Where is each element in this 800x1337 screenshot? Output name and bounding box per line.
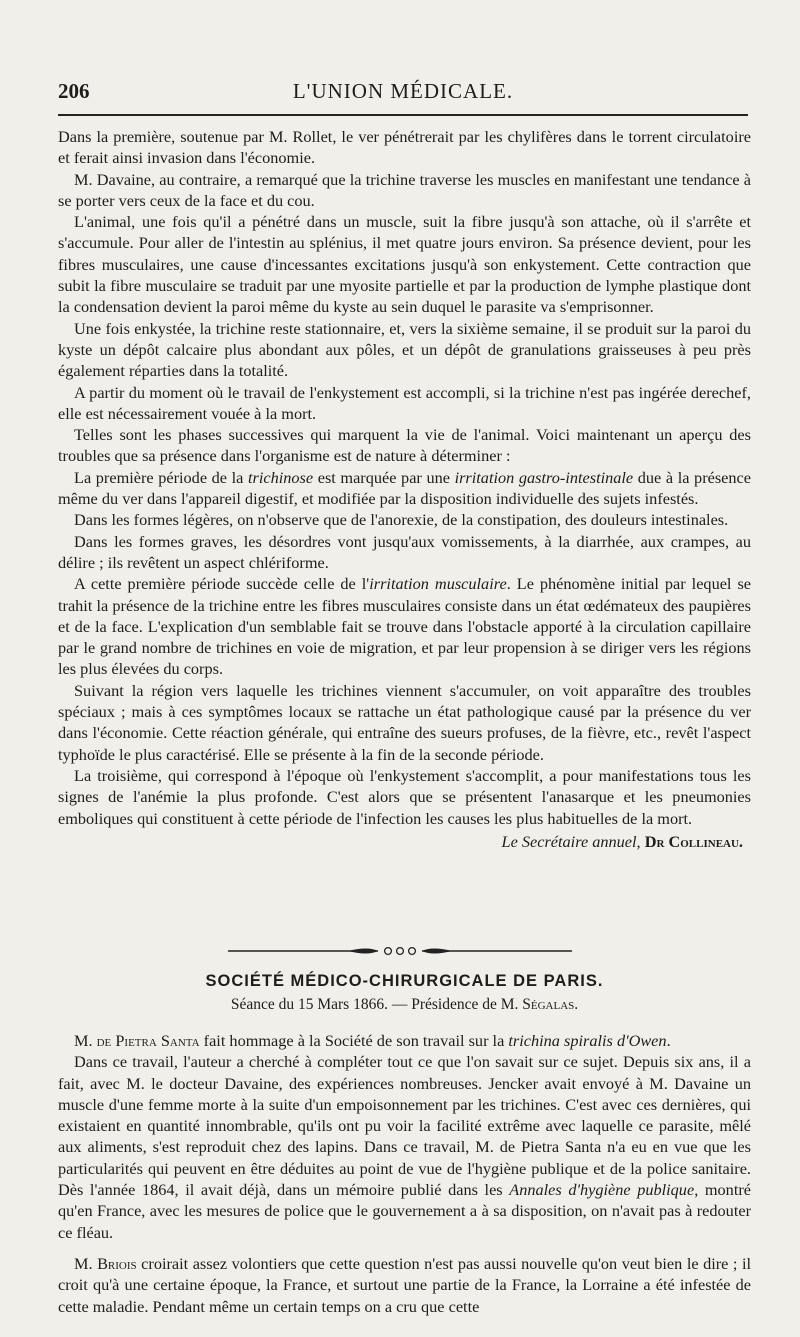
paragraph [58, 573, 751, 679]
paragraph: A partir du moment où le travail de l'enkystement est accompli, si la trichine n'est pas ingérée derechef, elle est nécessairement vouée à la mort. [58, 382, 751, 423]
text: fait hommage à la Société de son travail sur la [199, 1031, 509, 1050]
paragraph [58, 1253, 751, 1317]
paragraph: Dans la première, soutenue par M. Rollet, le ver pénétrerait par les chylifères dans le torrent circulatoire et ferait ainsi invasion dans l'économie. [58, 127, 751, 168]
paragraph: La troisième, qui correspond à l'époque où l'enkystement s'accomplit, a pour manifestations tous les signes de l'anémie la plus profonde. C'est alors que se présentent l'anasarque et les pneumonies emboliques qui constituent à cette période de l'infection les causes les plus habituelles de la mort. [58, 765, 751, 828]
text: La première période de la [74, 467, 248, 487]
session-line [58, 996, 751, 1014]
president-name: Ségalas. [522, 996, 579, 1013]
paragraph: Dans les formes graves, les désordres vont jusqu'aux vomissements, à la diarrhée, aux crampes, au délire ; ils revêtent un aspect chlériforme. [58, 531, 751, 572]
page-header [58, 79, 748, 107]
paragraph: Suivant la région vers laquelle les trichines viennent s'accumuler, on voit apparaître des troubles spéciaux ; mais à ces symptômes locaux se rattache un état pathologique causé par la présence du ver dans l'économie. Cette réaction générale, qui entraîne des sueurs profuses, de la fièvre, etc., revêt l'aspect typhoïde le plus caractérisé. Elle se présente à la fin de la seconde période. [58, 680, 751, 764]
paragraph [58, 1030, 751, 1051]
text: due à la présence même du ver dans l'appareil digestif, et modifiée par la disposition individuelle des sujets infestés. [58, 467, 752, 509]
header-rule [58, 114, 748, 116]
signature-role: Le Secrétaire annuel, [501, 831, 641, 851]
section-title: SOCIÉTÉ MÉDICO-CHIRURGICALE DE PARIS. [205, 972, 604, 990]
text: Dans ce travail, l'auteur a cherché à compléter tout ce que l'on savait sur ce sujet. Depuis six ans, il a fait, avec M. le docteur Davaine, des expériences nombreuses. Jencker avait envoyé à M. Davaine un muscle d'une femme morte à la suite d'un empoisonnement par les trichines. C'est avec ces dernières, qui existaient en quantité innombrable, qu'ils ont pu voir la facilité extrême avec laquelle ce parasite, mêlé aux aliments, s'est reproduit chez des lapins. Dans ce travail, M. de Pietra Santa n'a eu en vue que les particularités qui peuvent en être déduites au point de vue de l'hygiène publique et de la police sanitaire. Dès l'année 1864, il avait déjà, dans un mémoire publié dans les [58, 1052, 751, 1200]
text: croirait assez volontiers que cette question n'est pas aussi nouvelle qu'on veut bien le dire ; il croit qu'à une certaine époque, la France, et surtout une partie de la France, la Lorraine a été infestée de cette maladie. Pendant même un certain temps on a cru que cette [58, 1253, 751, 1316]
signature [58, 831, 751, 852]
italic-term: trichinose [247, 467, 314, 487]
text: . [666, 1031, 671, 1050]
italic-term: trichina spiralis d'Owen [508, 1031, 667, 1050]
speaker-name: M. de Pietra Santa [74, 1031, 200, 1050]
italic-term: irritation gastro-intestinale [454, 467, 634, 487]
page-number: 206 [58, 79, 90, 103]
italic-term: irritation musculaire [369, 574, 507, 594]
running-title: L'UNION MÉDICALE. [292, 79, 514, 103]
signature-name: Collineau. [668, 831, 743, 851]
paragraph: Dans les formes légères, on n'observe que de l'anorexie, de la constipation, des douleurs intestinales. [74, 510, 729, 530]
text: A cette première période succède celle de l' [74, 574, 370, 594]
article-body [58, 126, 751, 852]
paragraph [58, 1051, 751, 1243]
text: est marquée par une [313, 467, 455, 487]
signature-title: Dr [644, 831, 665, 851]
italic-term: Annales d'hygiène publique [509, 1180, 695, 1200]
text: , montré qu'en France, avec les mesures de police que le gouvernement a à sa disposition, on n'avait pas à redouter ce fléau. [58, 1180, 751, 1242]
paragraph: M. Davaine, au contraire, a remarqué que la trichine traverse les muscles en manifestant une tendance à se porter vers ceux de la face et du cou. [58, 169, 751, 210]
text: . Le phénomène initial par lequel se trahit la présence de la trichine entre les fibres musculaires consiste dans un état œdémateux des paupières et de la face. L'explication d'un semblable fait se trouve dans l'obstacle apporté à la circulation capillaire par le grand nombre de trichines en voie de migration, et par leur propension à se diriger vers les régions les plus élevées du corps. [58, 574, 752, 679]
paragraph: L'animal, une fois qu'il a pénétré dans un muscle, suit la fibre jusqu'à son attache, où il s'arrête et s'accumule. Pour aller de l'intestin au splénius, il met quatre jours environ. Sa présence devient, pour les fibres musculaires, une cause d'incessantes excitations jusqu'à son enkystement. Cette contraction que subit la fibre musculaire se traduit par une myosite partielle et par la production de lymphe plastique dont la condensation devient la paroi même du kyste au sein duquel le parasite va s'emprisonner. [58, 212, 751, 317]
paragraph: Une fois enkystée, la trichine reste stationnaire, et, vers la sixième semaine, il se produit sur la paroi du kyste un dépôt calcaire plus abondant aux pôles, et un dépôt de granulations graisseuses à peu près également réparties dans la totalité. [58, 318, 751, 381]
paragraph [58, 467, 751, 510]
ornamental-divider [228, 945, 572, 957]
speaker-name: M. Briois [74, 1253, 137, 1273]
paragraph: Telles sont les phases successives qui marquent la vie de l'animal. Voici maintenant un aperçu des troubles que sa présence dans l'organisme est de nature à déterminer : [58, 425, 751, 466]
section-body [58, 1030, 751, 1317]
session-text: Séance du 15 Mars 1866. — Présidence de M. [230, 996, 523, 1013]
